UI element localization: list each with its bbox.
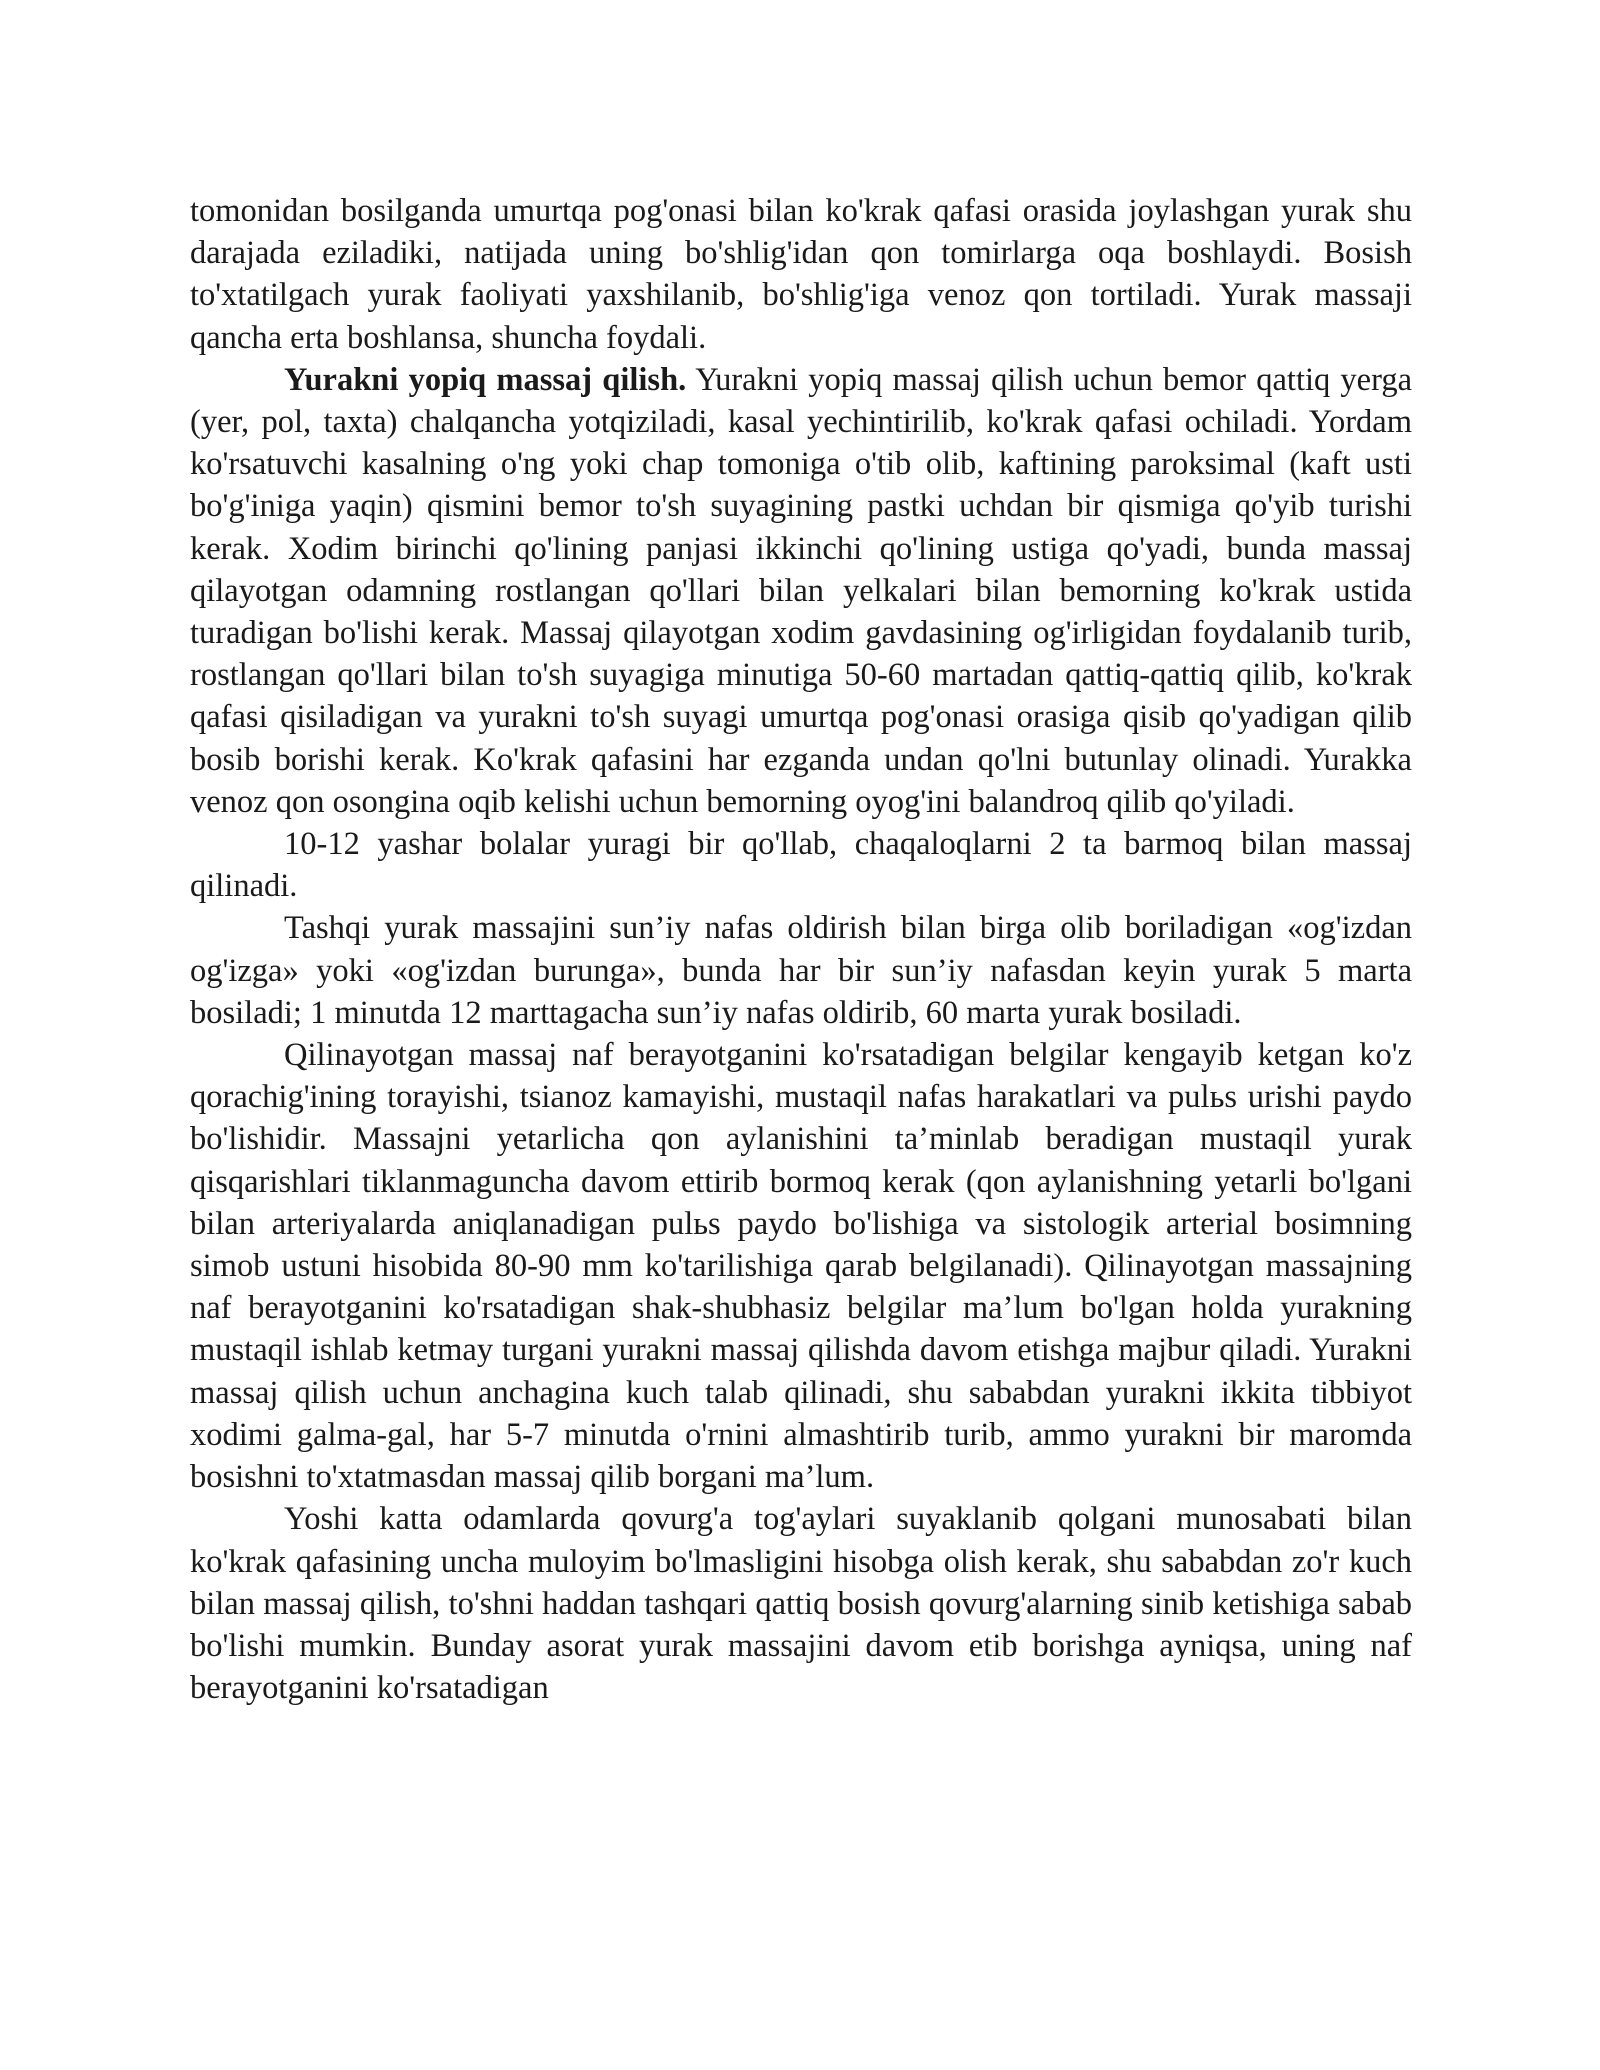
paragraph-6 bbox=[190, 1498, 1412, 1709]
paragraph-1 bbox=[190, 190, 1412, 359]
paragraph-2-text: Yurakni yopiq massaj qilish uchun bemor qattiq yerga (yer, pol, taxta) chalqancha yotqiziladi, kasal yechintirilib, ko'krak qafasi ochiladi. Yordam ko'rsatuvchi kasalning o'ng yoki chap tomoniga o'tib olib, kaftining paroksimal (kaft usti bo'g'iniga yaqin) qismini bemor to'sh suyagining pastki uchdan bir qismiga qo'yib turishi kerak. Xodim birinchi qo'lining panjasi ikkinchi qo'lining ustiga qo'yadi, bunda massaj qilayotgan odamning rostlangan qo'llari bilan yelkalari bilan bemorning ko'krak ustida turadigan bo'lishi kerak. Massaj qilayotgan xodim gavdasining og'irligidan foydalanib turib, rostlangan qo'llari bilan to'sh suyagiga minutiga 50-60 martadan qattiq-qattiq qilib, ko'krak qafasi qisiladigan va yurakni to'sh suyagi umurtqa pog'onasi orasiga qisib qo'yadigan qilib bosib borishi kerak. Ko'krak qafasini har ezganda undan qo'lni butunlay olinadi. Yurakka venoz qon osongina oqib kelishi uchun bemorning oyog'ini balandroq qilib qo'yiladi. bbox=[190, 361, 1412, 820]
paragraph-5-text: Qilinayotgan massaj naf berayotganini ko'rsatadigan belgilar kengayib ketgan ko'z qorachig'ining torayishi, tsianoz kamayishi, mustaqil nafas harakatlari va pulьs urishi paydo bo'lishidir. Massajni yetarlicha qon aylanishini ta’minlab beradigan mustaqil yurak qisqarishlari tiklanmaguncha davom ettirib bormoq kerak (qon aylanishning yetarli bo'lgani bilan arteriyalarda aniqlanadigan pulьs paydo bo'lishiga va sistologik arterial bosimning simob ustuni hisobida 80-90 mm ko'tarilishiga qarab belgilanadi). Qilinayotgan massajning naf berayotganini ko'rsatadigan shak-shubhasiz belgilar ma’lum bo'lgan holda yurakning mustaqil ishlab ketmay turgani yurakni massaj qilishda davom etishga majbur qiladi. Yurakni massaj qilish uchun anchagina kuch talab qilinadi, shu sababdan yurakni ikkita tibbiyot xodimi galma-gal, har 5-7 minutda o'rnini almashtirib turib, ammo yurakni bir maromda bosishni to'xtatmasdan massaj qilib borgani ma’lum. bbox=[190, 1037, 1412, 1496]
paragraph-3 bbox=[190, 823, 1412, 907]
paragraph-5 bbox=[190, 1034, 1412, 1498]
document-page bbox=[190, 190, 1412, 1709]
paragraph-4-text: Tashqi yurak massajini sun’iy nafas oldirish bilan birga olib boriladigan «og'izdan og'izga» yoki «og'izdan burunga», bunda har bir sun’iy nafasdan keyin yurak 5 marta bosiladi; 1 minutda 12 marttagacha sun’iy nafas oldirib, 60 marta yurak bosiladi. bbox=[190, 910, 1412, 1031]
paragraph-2 bbox=[190, 359, 1412, 823]
paragraph-4 bbox=[190, 907, 1412, 1034]
paragraph-6-text: Yoshi katta odamlarda qovurg'a tog'aylari suyaklanib qolgani munosabati bilan ko'krak qafasining uncha muloyim bo'lmasligini hisobga olish kerak, shu sababdan zo'r kuch bilan massaj qilish, to'shni haddan tashqari qattiq bosish qovurg'alarning sinib ketishiga sabab bo'lishi mumkin. Bunday asorat yurak massajini davom etib borishga ayniqsa, uning naf berayotganini ko'rsatadigan bbox=[190, 1501, 1412, 1707]
paragraph-3-text: 10-12 yashar bolalar yuragi bir qo'llab, chaqaloqlarni 2 ta barmoq bilan massaj qilinadi. bbox=[190, 826, 1412, 905]
section-heading: Yurakni yopiq massaj qilish. bbox=[284, 361, 687, 398]
paragraph-1-text: tomonidan bosilganda umurtqa pog'onasi bilan ko'krak qafasi orasida joylashgan yurak shu darajada eziladiki, natijada uning bo'shlig'idan qon tomirlarga oqa boshlaydi. Bosish to'xtatilgach yurak faoliyati yaxshilanib, bo'shlig'iga venoz qon tortiladi. Yurak massaji qancha erta boshlansa, shuncha foydali. bbox=[190, 193, 1412, 356]
